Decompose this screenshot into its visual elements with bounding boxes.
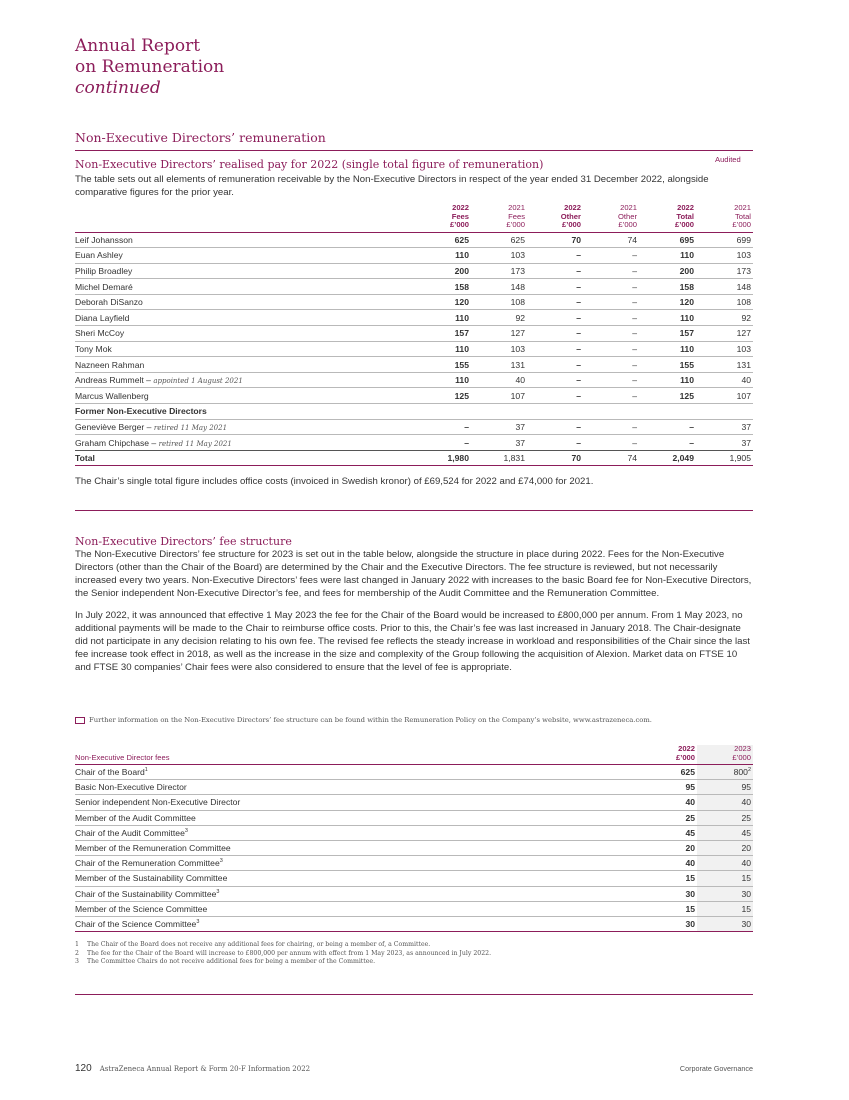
footnote-ref: 3: [196, 919, 200, 926]
column-header: [471, 204, 527, 232]
table-cell: –: [583, 310, 639, 326]
table-cell: –: [583, 326, 639, 342]
fee-role-text: Chair of the Science Committee: [75, 918, 197, 929]
former-heading-row: [75, 404, 753, 420]
footnote-number: 3: [75, 958, 79, 965]
page-number: 120: [75, 1063, 92, 1074]
director-name: [75, 450, 415, 466]
fee-2023: [697, 840, 753, 855]
table-row: [75, 840, 753, 855]
fee-role-text: Member of the Sustainability Committee: [75, 873, 228, 884]
footer-section: Corporate Governance: [679, 1064, 753, 1073]
fee-role-text: Chair of the Sustainability Committee: [75, 888, 217, 899]
table-row: [75, 856, 753, 871]
fee-role: [75, 795, 641, 810]
fee-2022: 30: [641, 886, 697, 901]
table-cell: –: [583, 294, 639, 310]
table-cell: –: [527, 388, 583, 404]
table-cell: 1,980: [415, 450, 471, 466]
column-header: [696, 204, 753, 232]
header-line-2: on Remuneration: [75, 57, 225, 77]
column-header-label: Fees: [508, 211, 525, 221]
director-name: [75, 279, 415, 295]
table-row: [75, 450, 753, 466]
fee-role-text: Chair of the Remuneration Committee: [75, 858, 220, 869]
fee-2022: 625: [641, 765, 697, 780]
table-cell: –: [583, 372, 639, 388]
column-header-year: 2021: [734, 203, 751, 212]
fee-structure-para-1: The Non-Executive Directors’ fee structure for 2023 is set out in the table below, alongside the structure in place during 2022. Fees for the Non-Executive Directors (other than the Chair of the Board) are determined by the Chair and the Executive Directors. The fee structure is reviewed, but not necessarily increased every two years. Non-Executive Directors’ fees were last changed in January 2022 with increases to the basic Board fee for Non-Executive Directors, the Senior independent Non-Executive Director’s fee, and fees for membership of the Audit Committee and the Remuneration Committee.: [75, 549, 752, 599]
table-cell: 110: [415, 248, 471, 264]
section-divider: [75, 510, 753, 511]
fee-2022: 15: [641, 901, 697, 916]
column-header-unit: £’000: [449, 220, 469, 229]
table-cell: –: [527, 310, 583, 326]
table-cell: 108: [696, 294, 753, 310]
director-name: [75, 372, 415, 388]
director-name-text: Diana Layfield: [75, 312, 130, 323]
table-row: [75, 357, 753, 373]
fee-role: [75, 825, 641, 840]
director-name: [75, 326, 415, 342]
table-cell: –: [415, 435, 471, 451]
table-cell: –: [527, 419, 583, 435]
table-cell: 37: [696, 419, 753, 435]
footnote: [75, 941, 491, 950]
table-cell: –: [415, 419, 471, 435]
fee-role: [75, 810, 641, 825]
table-row: [75, 916, 753, 931]
table-cell: 131: [471, 357, 527, 373]
fee-2023-value: 800: [733, 767, 748, 778]
table-cell: 108: [471, 294, 527, 310]
table-cell: 173: [696, 263, 753, 279]
director-name: [75, 263, 415, 279]
table-cell: –: [583, 388, 639, 404]
director-name: [75, 232, 415, 248]
director-name: [75, 419, 415, 435]
director-name-text: Geneviève Berger: [75, 421, 145, 432]
table-cell: 120: [415, 294, 471, 310]
table-cell: 200: [415, 263, 471, 279]
footnote-number: 1: [75, 941, 79, 948]
footnote-ref: 1: [144, 767, 148, 774]
column-header-year: 2021: [508, 203, 525, 212]
table-row: [75, 419, 753, 435]
footnote-ref: 2: [747, 767, 751, 774]
table-cell: 120: [639, 294, 696, 310]
fee-role: [75, 916, 641, 931]
fee-2023-value: 45: [741, 827, 751, 838]
column-header: [639, 204, 696, 232]
table-row: [75, 341, 753, 357]
fee-2023: [697, 856, 753, 871]
column-header-unit: £’000: [561, 220, 581, 229]
footnote: [75, 958, 491, 967]
fee-2023-value: 30: [741, 918, 751, 929]
column-header-label: Other: [618, 211, 637, 221]
column-header-year: 2021: [620, 203, 637, 212]
audited-badge: Audited: [715, 155, 741, 164]
table-cell: 40: [471, 372, 527, 388]
fee-2022: 25: [641, 810, 697, 825]
fee-role-text: Member of the Science Committee: [75, 903, 208, 914]
fee-2023-value: 30: [741, 888, 751, 899]
column-header-label: Total: [734, 211, 751, 221]
table-cell: 2,049: [639, 450, 696, 466]
column-header-year: 2022: [677, 203, 694, 212]
fee-role: [75, 901, 641, 916]
table-cell: 103: [471, 341, 527, 357]
column-header-label: Total: [676, 211, 694, 221]
table-cell: 37: [696, 435, 753, 451]
fee-role: [75, 886, 641, 901]
footnote-ref: 3: [219, 858, 223, 865]
table-cell: 148: [471, 279, 527, 295]
fee-2022: 15: [641, 871, 697, 886]
director-name-text: Philip Broadley: [75, 265, 133, 276]
table-cell: –: [527, 326, 583, 342]
table-cell: 70: [527, 232, 583, 248]
fee-role: [75, 856, 641, 871]
table-cell: –: [583, 248, 639, 264]
table-cell: 74: [583, 450, 639, 466]
table-row: [75, 294, 753, 310]
table-cell: 110: [639, 341, 696, 357]
footnote-ref: 3: [216, 888, 220, 895]
note-separator: –: [149, 437, 159, 448]
table-cell: –: [527, 372, 583, 388]
fee-role-text: Member of the Remuneration Committee: [75, 843, 231, 854]
table-row: [75, 310, 753, 326]
realised-pay-subtitle: Non-Executive Directors’ realised pay for 2022 (single total figure of remuneration): [75, 158, 544, 171]
table-cell: 103: [696, 341, 753, 357]
fee-role: [75, 871, 641, 886]
table-cell: 110: [415, 341, 471, 357]
director-name-text: Total: [75, 453, 95, 464]
table-cell: –: [527, 294, 583, 310]
column-header: [415, 204, 471, 232]
director-name: [75, 357, 415, 373]
fee-2023: [697, 916, 753, 931]
ned-fees-label: Non-Executive Director fees: [75, 745, 641, 765]
column-header-unit: £’000: [674, 220, 694, 229]
fee-role-text: Chair of the Board: [75, 767, 145, 778]
table-cell: 625: [415, 232, 471, 248]
table-cell: 37: [471, 419, 527, 435]
table-cell: –: [583, 341, 639, 357]
footer: [75, 1063, 310, 1074]
table-cell: –: [639, 419, 696, 435]
table-cell: –: [583, 357, 639, 373]
table-cell: –: [527, 279, 583, 295]
column-header-label: Other: [560, 211, 581, 221]
column-header-year: 2022: [452, 203, 469, 212]
table-row: [75, 263, 753, 279]
director-name-text: Graham Chipchase: [75, 437, 150, 448]
column-header: [583, 204, 639, 232]
realised-pay-intro: The table sets out all elements of remuneration receivable by the Non-Executive Directors in respect of the year ended 31 December 2022, alongside comparative figures for the prior year.: [75, 174, 709, 198]
table-cell: 103: [696, 248, 753, 264]
fee-2023-value: 15: [741, 873, 751, 884]
fee-2023-value: 40: [741, 797, 751, 808]
table-row: [75, 372, 753, 388]
fee-2023-value: 15: [741, 903, 751, 914]
table-cell: 110: [415, 310, 471, 326]
table-cell: 1,831: [471, 450, 527, 466]
fee-2022: 40: [641, 795, 697, 810]
column-header: [527, 204, 583, 232]
director-note: retired 11 May 2021: [153, 423, 228, 432]
fee-role: [75, 840, 641, 855]
footnote-text: The fee for the Chair of the Board will increase to £800,000 per annum with effect from 1 May 2023, as announced in July 2022.: [87, 949, 492, 957]
table-cell: 74: [583, 232, 639, 248]
document-icon: [75, 717, 85, 724]
table-row: [75, 248, 753, 264]
director-name: [75, 341, 415, 357]
table-cell: 695: [639, 232, 696, 248]
table-cell: 1,905: [696, 450, 753, 466]
table-cell: 110: [639, 372, 696, 388]
table-row: [75, 825, 753, 840]
table-cell: 158: [415, 279, 471, 295]
table-row: [75, 780, 753, 795]
fee-2023: [697, 810, 753, 825]
footnote-text: The Chair of the Board does not receive any additional fees for chairing, or being a member of, a Committee.: [87, 941, 431, 948]
table-cell: 200: [639, 263, 696, 279]
column-header-year: 2022: [564, 203, 581, 212]
fee-2022: 45: [641, 825, 697, 840]
column-header-2023: 2023 £’000: [697, 745, 753, 765]
fee-role-text: Chair of the Audit Committee: [75, 827, 185, 838]
fee-2023: [697, 886, 753, 901]
section-rule: [75, 150, 753, 151]
director-name: [75, 294, 415, 310]
table-cell: 127: [696, 326, 753, 342]
table-cell: 92: [471, 310, 527, 326]
director-name: [75, 248, 415, 264]
director-name-text: Nazneen Rahman: [75, 359, 145, 370]
director-name-text: Tony Mok: [75, 343, 112, 354]
header-line-1: Annual Report: [75, 36, 201, 56]
table-cell: –: [527, 357, 583, 373]
table-cell: –: [527, 263, 583, 279]
table-row: [75, 886, 753, 901]
table-cell: 92: [696, 310, 753, 326]
table-row: [75, 765, 753, 780]
director-name: [75, 435, 415, 451]
director-note: appointed 1 August 2021: [153, 377, 243, 386]
table-cell: 155: [415, 357, 471, 373]
table-cell: 40: [696, 372, 753, 388]
table-cell: –: [527, 435, 583, 451]
fee-2023: [697, 871, 753, 886]
table-row: [75, 435, 753, 451]
table-cell: 107: [471, 388, 527, 404]
fee-2022: 95: [641, 780, 697, 795]
report-title: AstraZeneca Annual Report & Form 20-F Information 2022: [99, 1065, 311, 1073]
fee-2023-value: 25: [741, 812, 751, 823]
table-cell: –: [583, 419, 639, 435]
fee-2023-value: 95: [741, 782, 751, 793]
table-cell: 173: [471, 263, 527, 279]
realised-pay-table: [75, 204, 753, 466]
page-header: [75, 36, 224, 99]
table-cell: –: [527, 248, 583, 264]
fee-2022: 20: [641, 840, 697, 855]
note-separator: –: [143, 375, 154, 386]
table-cell: 125: [639, 388, 696, 404]
table-cell: –: [639, 435, 696, 451]
table-row: [75, 795, 753, 810]
further-information-note: [75, 716, 652, 724]
fee-role-text: Basic Non-Executive Director: [75, 782, 187, 793]
section-title-remuneration: Non-Executive Directors’ remuneration: [75, 130, 326, 145]
table-cell: 131: [696, 357, 753, 373]
table-cell: –: [583, 279, 639, 295]
section-divider-bottom: [75, 994, 753, 995]
column-header-name: [75, 204, 415, 232]
table-cell: 110: [639, 310, 696, 326]
table-cell: 110: [415, 372, 471, 388]
fee-role: [75, 780, 641, 795]
director-name-text: Marcus Wallenberg: [75, 390, 149, 401]
fee-2022: 30: [641, 916, 697, 931]
table-cell: 148: [696, 279, 753, 295]
column-header-2022: 2022 £’000: [641, 745, 697, 765]
table-cell: 625: [471, 232, 527, 248]
table-row: [75, 279, 753, 295]
note-separator: –: [144, 421, 154, 432]
footnote-text: The Committee Chairs do not receive additional fees for being a member of the Committee.: [87, 958, 376, 965]
fee-2023: [697, 901, 753, 916]
fee-structure-body: [75, 548, 755, 683]
column-header-unit: £’000: [618, 220, 637, 229]
table-row: [75, 871, 753, 886]
table-cell: 70: [527, 450, 583, 466]
fee-2023: [697, 795, 753, 810]
table-row: [75, 810, 753, 825]
column-header-label: Fees: [451, 211, 469, 221]
director-name: [75, 388, 415, 404]
director-name-text: Leif Johansson: [75, 234, 133, 245]
table-cell: 110: [639, 248, 696, 264]
table-row: [75, 901, 753, 916]
director-note: retired 11 May 2021: [158, 439, 232, 448]
table-cell: –: [583, 263, 639, 279]
table-cell: 127: [471, 326, 527, 342]
footnotes: [75, 941, 491, 967]
director-name-text: Deborah DiSanzo: [75, 297, 143, 308]
header-continued: continued: [75, 78, 161, 98]
fee-2023: [697, 765, 753, 780]
fee-2023-value: 20: [741, 843, 751, 854]
footnote-number: 2: [75, 949, 79, 957]
ned-fees-table: [75, 745, 753, 932]
table-row: [75, 388, 753, 404]
fee-2023: [697, 780, 753, 795]
director-name-text: Euan Ashley: [75, 250, 123, 261]
column-header-unit: £’000: [506, 220, 525, 229]
table-cell: 158: [639, 279, 696, 295]
fee-role-text: Member of the Audit Committee: [75, 812, 196, 823]
fee-structure-title: Non-Executive Directors’ fee structure: [75, 535, 292, 548]
director-name-text: Sheri McCoy: [75, 328, 125, 339]
table-cell: 107: [696, 388, 753, 404]
fee-role-text: Senior independent Non-Executive Director: [75, 797, 241, 808]
table-cell: 699: [696, 232, 753, 248]
director-name-text: Michel Demaré: [75, 281, 133, 292]
table-row: [75, 232, 753, 248]
column-header-unit: £’000: [732, 220, 751, 229]
table-cell: 155: [639, 357, 696, 373]
table-cell: 103: [471, 248, 527, 264]
fee-2023-value: 40: [741, 858, 751, 869]
table-cell: 125: [415, 388, 471, 404]
table-cell: –: [583, 435, 639, 451]
director-name: [75, 310, 415, 326]
chair-office-costs-note: The Chair’s single total figure includes office costs (invoiced in Swedish kronor) of £69,524 for 2022 and £74,000 for 2021.: [75, 476, 594, 487]
fee-structure-para-2: In July 2022, it was announced that effective 1 May 2023 the fee for the Chair of the Board would be increased to £800,000 per annum. From 1 May 2023, no additional payments will be made to the Chair to reimburse office costs. Prior to this, the Chair’s fee was last increased in January 2018. The Chair-designate did not participate in any decision relating to his own fee. The revised fee reflects the steady increase in workload and responsibilities of the Chair since the last fee increase took effect in 2018, as well as the increase in the size and complexity of the Group following the acquisition of Alexion. Market data on FTSE 10 and FTSE 30 companies’ Chair fees were also considered to ensure that the level of fee is appropriate.: [75, 610, 750, 673]
fee-2023: [697, 825, 753, 840]
footnote-ref: 3: [184, 827, 188, 834]
further-information-text: Further information on the Non-Executive Directors’ fee structure can be found within the Remuneration Policy on the Company’s website, www.astrazeneca.com.: [89, 716, 652, 724]
table-cell: 157: [415, 326, 471, 342]
fee-2022: 40: [641, 856, 697, 871]
director-name-text: Andreas Rummelt: [75, 375, 144, 386]
table-cell: 37: [471, 435, 527, 451]
fee-role: [75, 765, 641, 780]
table-cell: –: [527, 341, 583, 357]
table-row: [75, 326, 753, 342]
footnote: [75, 950, 491, 959]
former-directors-heading: Former Non-Executive Directors: [75, 404, 753, 420]
table-cell: 157: [639, 326, 696, 342]
